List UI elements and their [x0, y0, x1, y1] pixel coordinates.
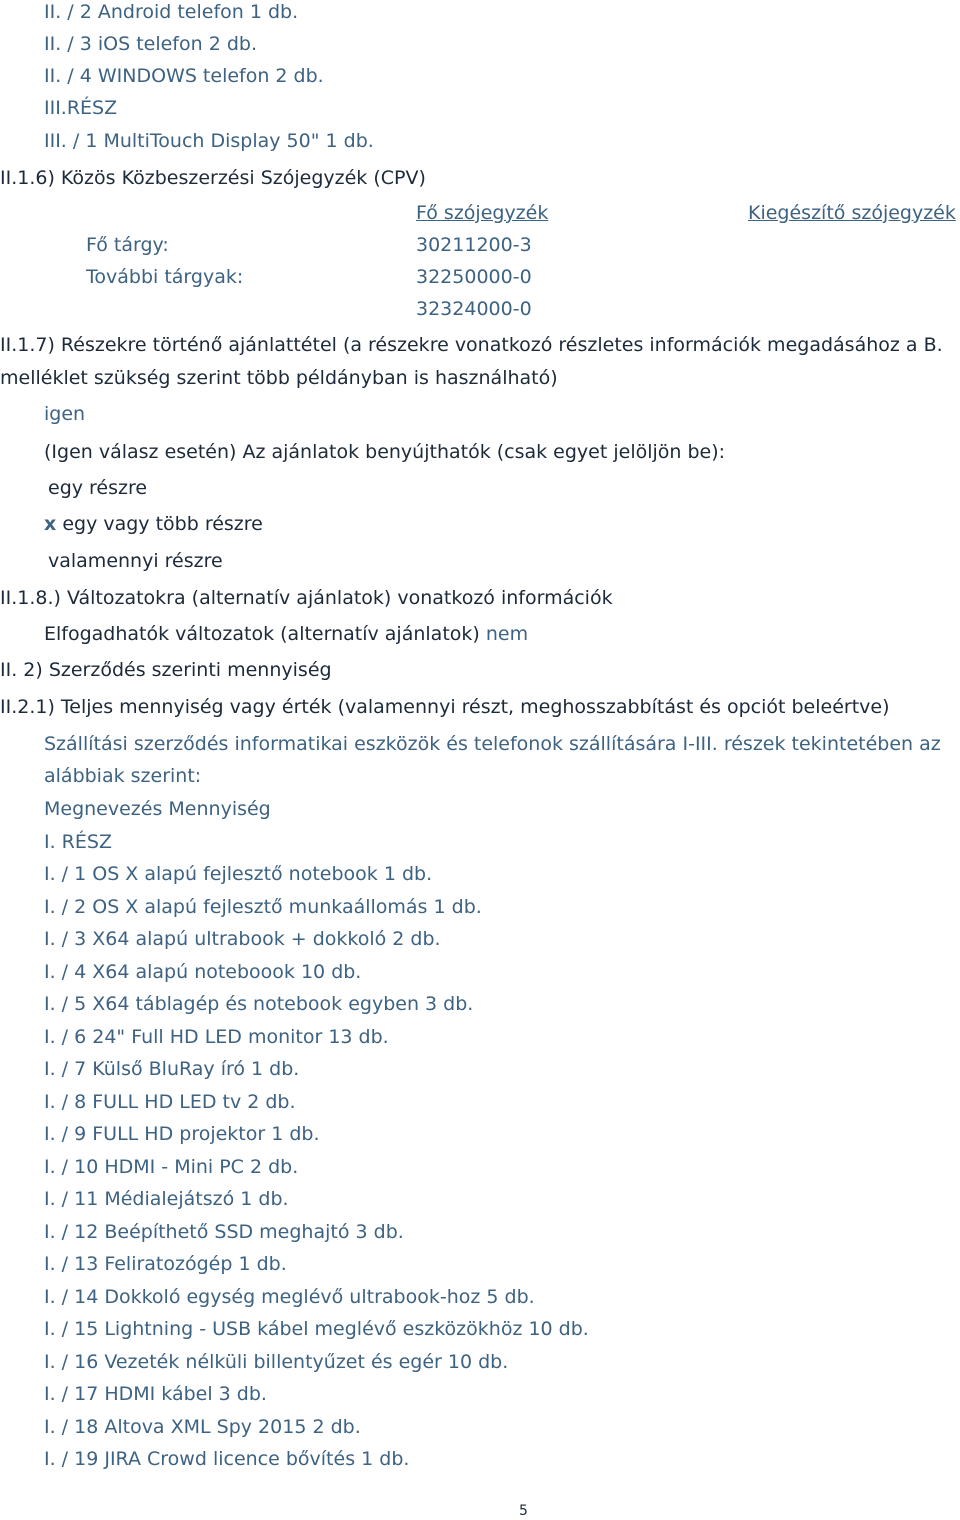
variants-line [44, 622, 528, 646]
part-heading: III.RÉSZ [44, 97, 118, 119]
cpv-main-label: Fő tárgy: [86, 234, 169, 256]
lots-option-all: valamennyi részre [48, 550, 223, 572]
cpv-other-label: További tárgyak: [86, 266, 244, 288]
list-item: I. / 16 Vezeték nélküli billentyűzet és egér 10 db. [44, 1351, 509, 1373]
list-item: II. / 3 iOS telefon 2 db. [44, 33, 257, 55]
list-item: I. / 13 Feliratozógép 1 db. [44, 1253, 287, 1275]
lots-heading: II.1.7) Részekre történő ajánlattétel (a részekre vonatkozó részletes információk megadásához a B. [0, 334, 943, 356]
cpv-other-code: 32324000-0 [416, 298, 532, 320]
list-item: II. / 4 WINDOWS telefon 2 db. [44, 65, 324, 87]
quantity-description-cont: alábbiak szerint: [44, 765, 202, 787]
lots-heading-cont: melléklet szükség szerint több példányban is használható) [0, 367, 558, 389]
list-item: I. / 11 Médialejátszó 1 db. [44, 1188, 289, 1210]
list-item: II. / 2 Android telefon 1 db. [44, 1, 299, 23]
variants-label: Elfogadhatók változatok (alternatív ajánlatok) [44, 623, 480, 645]
cpv-other-code: 32250000-0 [416, 266, 532, 288]
list-item: I. / 9 FULL HD projektor 1 db. [44, 1123, 320, 1145]
list-item: I. / 7 Külső BluRay író 1 db. [44, 1058, 300, 1080]
list-item: I. / 8 FULL HD LED tv 2 db. [44, 1091, 296, 1113]
variants-answer: nem [485, 623, 529, 645]
list-item: I. / 1 OS X alapú fejlesztő notebook 1 db. [44, 863, 433, 885]
quantity-heading: II. 2) Szerződés szerinti mennyiség [0, 659, 332, 681]
list-item: I. / 17 HDMI kábel 3 db. [44, 1383, 267, 1405]
cpv-heading: II.1.6) Közös Közbeszerzési Szójegyzék (CPV) [0, 167, 426, 189]
list-item: I. / 19 JIRA Crowd licence bővítés 1 db. [44, 1448, 410, 1470]
list-item: I. / 15 Lightning - USB kábel meglévő eszközökhöz 10 db. [44, 1318, 589, 1340]
quantity-description: Szállítási szerződés informatikai eszközök és telefonok szállítására I-III. részek tekintetében az [44, 733, 941, 755]
list-item: I. / 3 X64 alapú ultrabook + dokkoló 2 db. [44, 928, 441, 950]
quantity-columns: Megnevezés Mennyiség [44, 798, 271, 820]
cpv-supplementary-column-header: Kiegészítő szójegyzék [748, 202, 956, 224]
list-item: I. / 12 Beépíthető SSD meghajtó 3 db. [44, 1221, 404, 1243]
list-item: I. / 5 X64 táblagép és notebook egyben 3 db. [44, 993, 474, 1015]
list-item: I. / 18 Altova XML Spy 2015 2 db. [44, 1416, 361, 1438]
option-label: egy vagy több részre [62, 513, 263, 535]
list-item: I. / 6 24" Full HD LED monitor 13 db. [44, 1026, 389, 1048]
lots-option-one: egy részre [48, 477, 148, 499]
list-item: I. / 10 HDMI - Mini PC 2 db. [44, 1156, 299, 1178]
list-item: I. / 14 Dokkoló egység meglévő ultrabook-hoz 5 db. [44, 1286, 535, 1308]
lots-option-multiple [44, 512, 263, 536]
cpv-main-column-header: Fő szójegyzék [416, 202, 549, 224]
part-heading: I. RÉSZ [44, 831, 112, 853]
checked-mark: x [44, 513, 57, 535]
page-number: 5 [519, 1503, 528, 1519]
variants-heading: II.1.8.) Változatokra (alternatív ajánlatok) vonatkozó információk [0, 587, 613, 609]
list-item: I. / 2 OS X alapú fejlesztő munkaállomás 1 db. [44, 896, 482, 918]
list-item: III. / 1 MultiTouch Display 50" 1 db. [44, 130, 374, 152]
quantity-subheading: II.2.1) Teljes mennyiség vagy érték (valamennyi részt, meghosszabbítást és opciót beleértve) [0, 696, 890, 718]
lots-answer: igen [44, 403, 86, 425]
list-item: I. / 4 X64 alapú noteboook 10 db. [44, 961, 362, 983]
lots-question: (Igen válasz esetén) Az ajánlatok benyújthatók (csak egyet jelöljön be): [44, 441, 726, 463]
cpv-main-code: 30211200-3 [416, 234, 532, 256]
